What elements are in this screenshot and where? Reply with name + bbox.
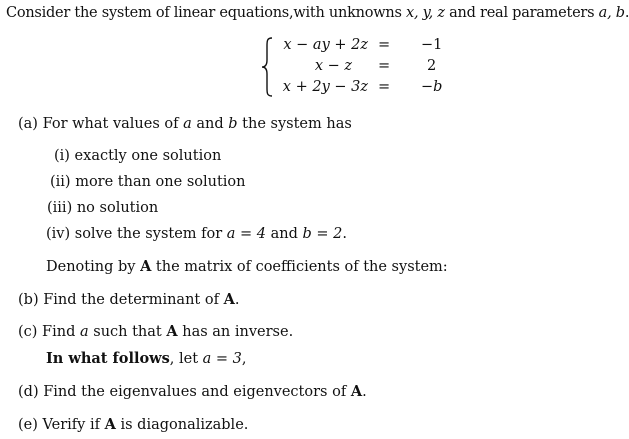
item-label: (ii) [50, 174, 71, 190]
item-text: the system has [237, 116, 352, 132]
item-label: (iv) [46, 226, 71, 242]
sub-item-i [54, 149, 221, 164]
matrix-symbol: A [350, 383, 363, 400]
assumption-note [46, 352, 247, 367]
sub-item-iv [46, 227, 347, 242]
unknowns: x, y, z [406, 5, 445, 21]
equals-sign: = [378, 37, 391, 53]
equation-lhs: x − z [314, 58, 352, 74]
equation-system [260, 36, 443, 98]
item-text: the matrix of coefficients of the system: [151, 259, 448, 275]
question-a [18, 117, 352, 132]
intro-text: Consider the system of linear equations,with unknowns [6, 5, 407, 21]
matrix-definition [46, 260, 448, 275]
item-text: Denoting by [46, 259, 141, 275]
item-label: (c) [18, 324, 38, 340]
matrix-symbol: A [104, 416, 116, 433]
sub-item-iii [47, 201, 158, 216]
item-text: . [342, 226, 348, 242]
item-text: , let [169, 351, 203, 367]
equation-lhs: x − ay + 2z [283, 37, 368, 53]
equation-lhs: x + 2y − 3z [282, 79, 368, 95]
equals-sign: = [378, 58, 391, 74]
matrix-symbol: A [223, 291, 235, 308]
item-text: and [191, 116, 229, 132]
item-text: solve the system for [70, 226, 227, 242]
item-text: more than one solution [70, 174, 246, 190]
item-text: Find the eigenvalues and eigenvectors of [38, 384, 351, 400]
matrix-symbol: A [140, 258, 152, 275]
item-text: no solution [72, 200, 159, 216]
item-text: Verify if [37, 417, 105, 433]
item-text: . [234, 292, 240, 308]
item-text: For what values of [37, 116, 184, 132]
equation: b = 2 [302, 226, 343, 242]
variable: a [183, 116, 192, 132]
intro-end: . [624, 5, 629, 21]
intro-sentence [6, 6, 629, 21]
variable: a [79, 324, 89, 340]
variable: b [228, 116, 238, 132]
item-label: (b) [18, 292, 39, 308]
equation-row [278, 37, 443, 56]
question-e [18, 418, 248, 433]
bold-text: In what follows [46, 350, 170, 367]
question-d [18, 385, 367, 400]
left-brace-icon [260, 36, 274, 98]
parameters: a, b [598, 5, 625, 21]
item-text: exactly one solution [69, 148, 222, 164]
item-text: is diagonalizable. [115, 417, 249, 433]
intro-and: and real parameters [444, 5, 599, 21]
item-label: (d) [18, 384, 39, 400]
equation-rhs: −b [421, 79, 443, 95]
item-text: , [241, 351, 247, 367]
item-text: Find [37, 324, 80, 340]
item-text: has an inverse. [177, 324, 294, 340]
matrix-symbol: A [166, 323, 178, 340]
equation-row [278, 59, 438, 77]
item-text: and [266, 226, 303, 242]
equation-rhs: 2 [427, 58, 437, 74]
item-text: such that [88, 324, 167, 340]
item-label: (a) [18, 116, 38, 132]
question-c [18, 325, 293, 340]
equation-row [278, 79, 443, 98]
equation-rhs: −1 [421, 37, 443, 53]
item-label: (iii) [47, 200, 73, 216]
equation: a = 4 [226, 226, 267, 242]
item-text: Find the determinant of [38, 292, 224, 308]
question-b [18, 293, 239, 308]
sub-item-ii [50, 175, 246, 190]
item-label: (e) [18, 417, 38, 433]
item-label: (i) [54, 148, 70, 164]
equation: a = 3 [202, 351, 242, 367]
equals-sign: = [378, 79, 391, 95]
item-text: . [362, 384, 367, 400]
